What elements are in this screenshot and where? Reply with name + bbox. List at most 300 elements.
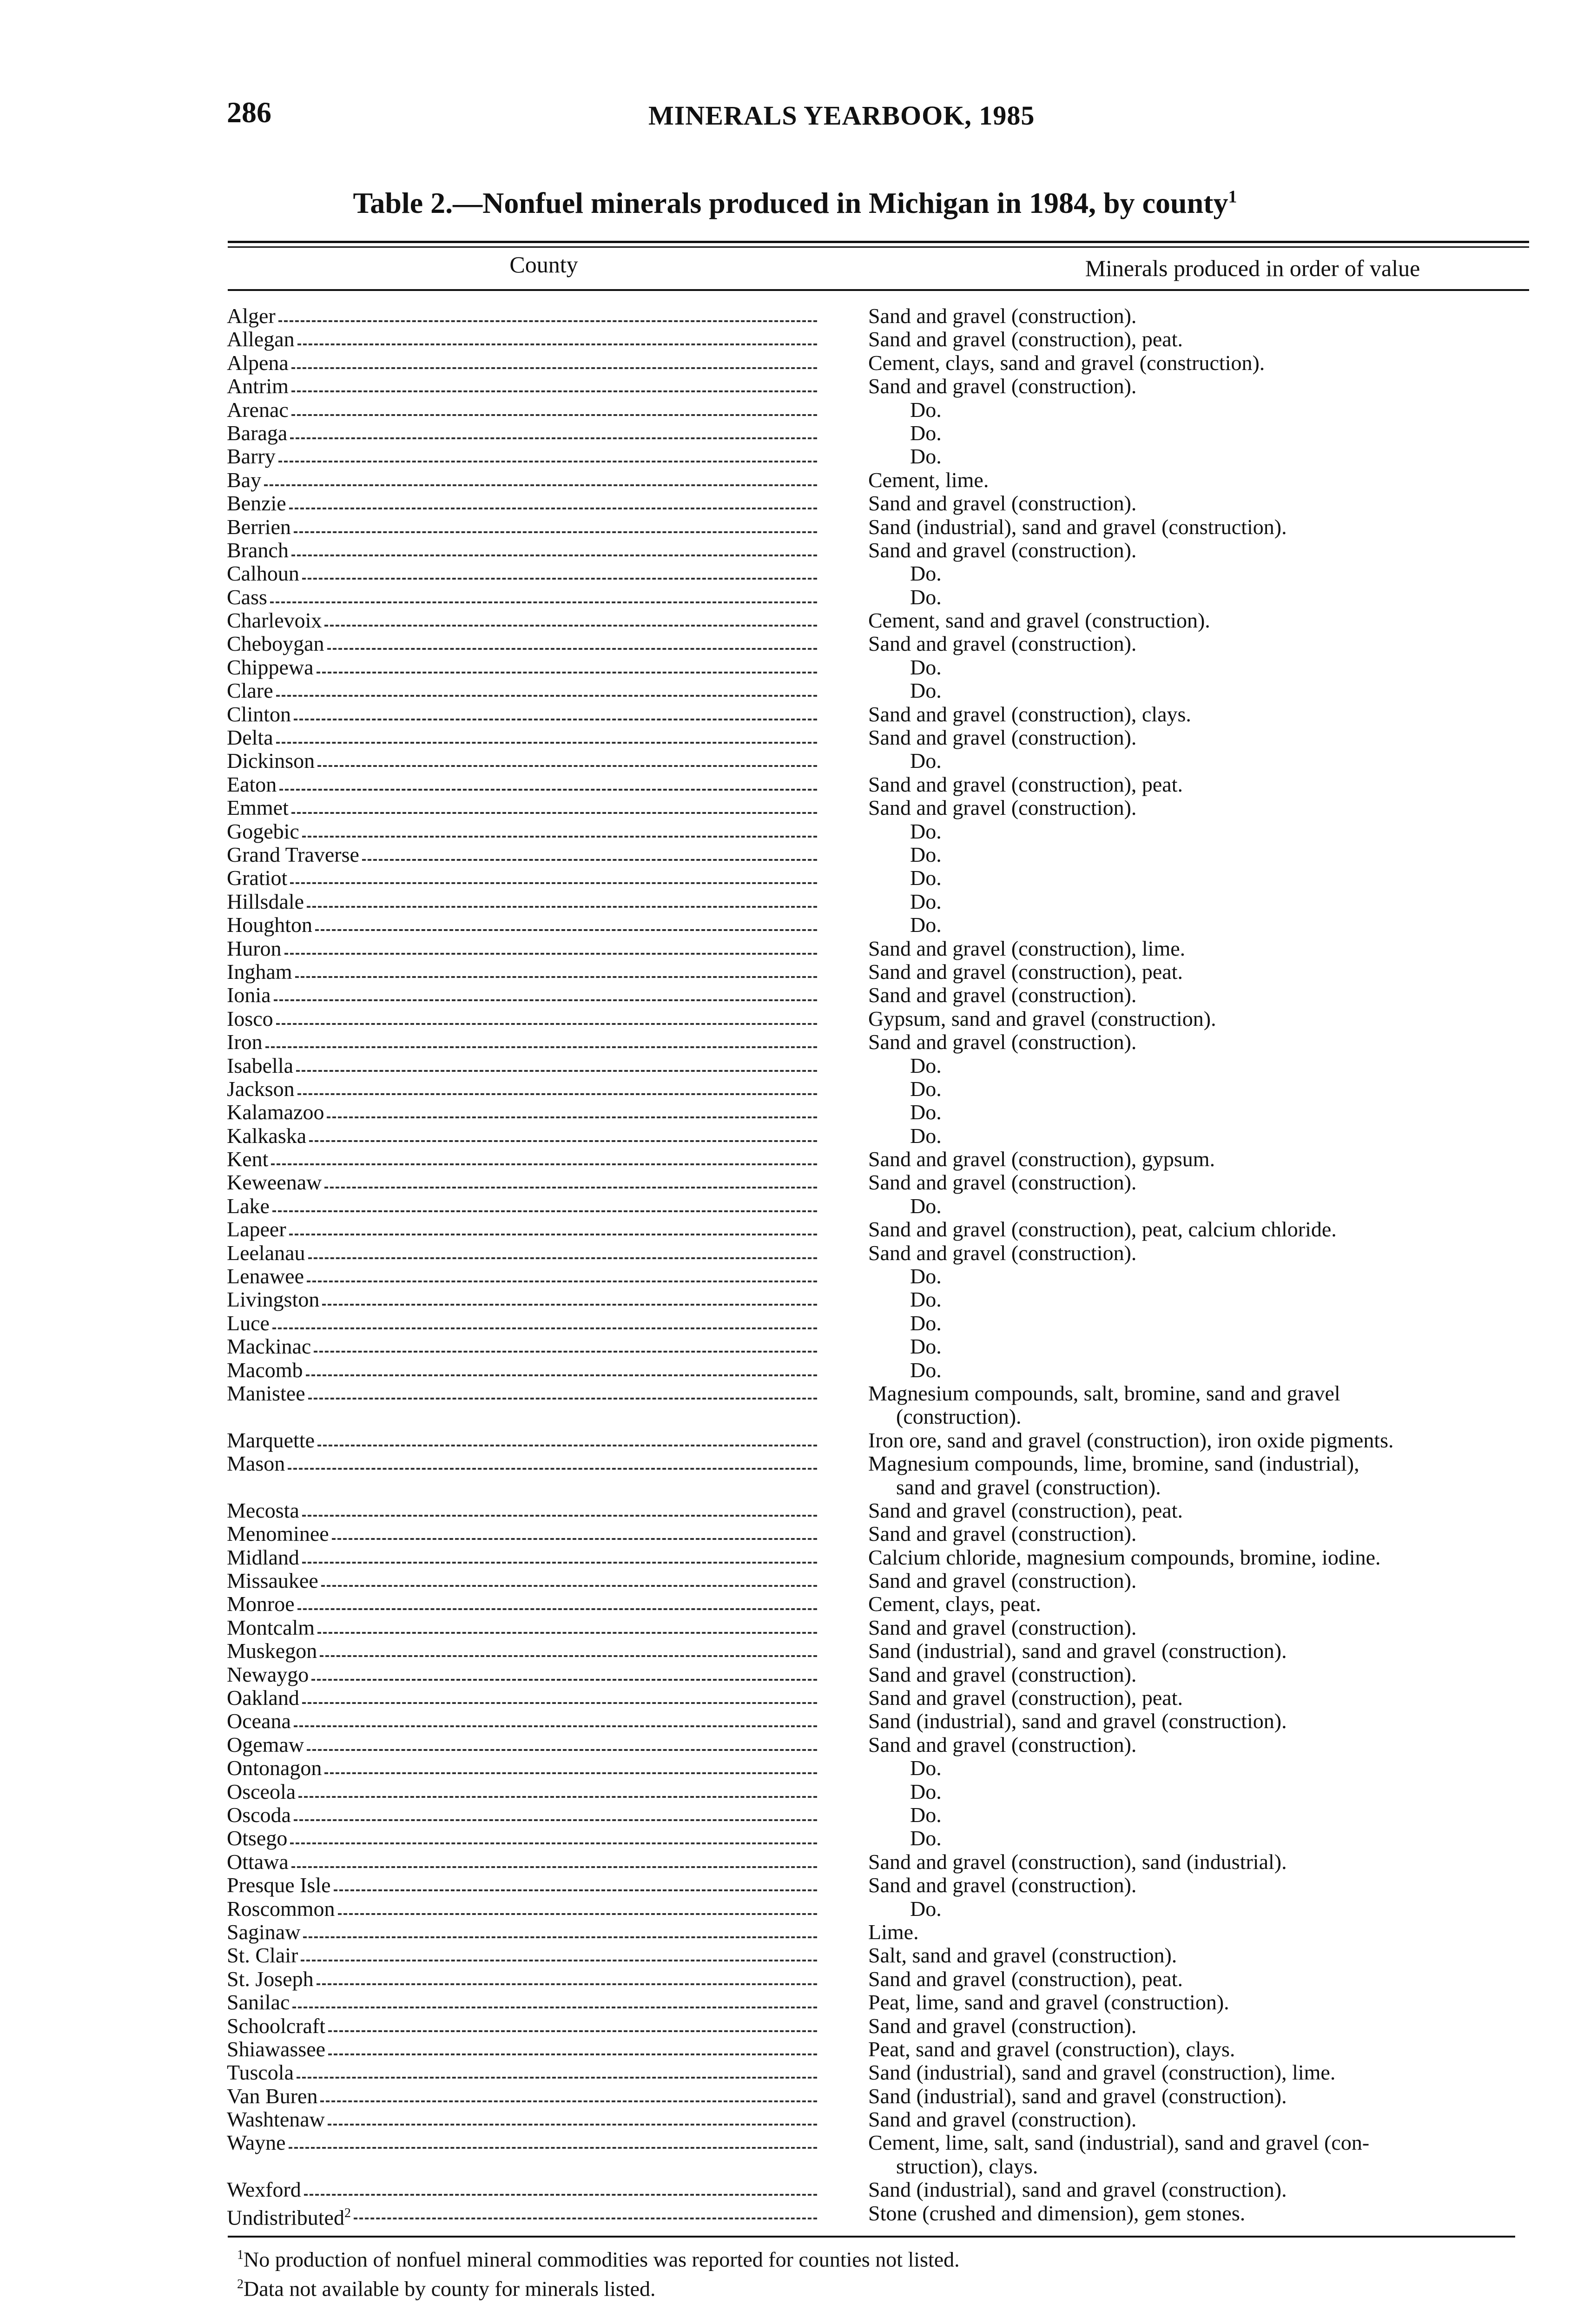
- table-row: [227, 913, 1551, 937]
- county-name: [227, 2014, 325, 2038]
- county-cell: [227, 2108, 817, 2131]
- county-cell: [227, 749, 817, 772]
- county-name: [227, 2202, 351, 2230]
- county-name-text: Allegan: [227, 328, 295, 351]
- minerals-cell: Do.: [910, 866, 942, 890]
- county-name-text: Branch: [227, 538, 289, 562]
- county-name-text: Lapeer: [227, 1218, 286, 1241]
- county-name-text: Houghton: [227, 913, 312, 937]
- table-row: [227, 1124, 1551, 1148]
- county-name: [227, 1007, 273, 1030]
- county-name: [227, 1429, 315, 1452]
- county-name-text: St. Joseph: [227, 1967, 314, 1991]
- county-cell: [227, 1195, 817, 1218]
- table-row: [227, 398, 1551, 422]
- dot-leader: [276, 742, 817, 744]
- minerals-cell: Do.: [910, 1311, 942, 1335]
- table-row: [227, 749, 1551, 772]
- dot-leader: [291, 1866, 817, 1868]
- county-cell: [227, 1101, 817, 1124]
- dot-leader: [321, 1585, 817, 1587]
- dot-leader: [301, 1960, 817, 1961]
- minerals-cell: Sand and gravel (construction).: [868, 1615, 1137, 1639]
- dot-leader: [328, 2124, 817, 2126]
- minerals-cell: Do.: [910, 421, 942, 445]
- county-name-text: Midland: [227, 1545, 299, 1569]
- minerals-cell: Sand and gravel (construction), peat.: [868, 1498, 1183, 1522]
- footnote-mark: 1: [237, 2248, 244, 2262]
- county-name-text: Wexford: [227, 2178, 301, 2202]
- county-name-text: Hillsdale: [227, 890, 304, 913]
- county-name: [227, 1616, 315, 1639]
- dot-leader: [317, 1632, 817, 1634]
- table-row: [227, 2085, 1551, 2108]
- county-cell: [227, 1897, 817, 1921]
- county-cell: [227, 703, 817, 726]
- county-cell: [227, 773, 817, 796]
- minerals-cell: Sand and gravel (construction).: [868, 538, 1137, 562]
- minerals-cell: Cement, lime.: [868, 468, 989, 492]
- county-cell: [227, 1452, 817, 1475]
- table-row: [227, 2201, 1551, 2229]
- county-cell: [227, 1991, 817, 2014]
- table-row: [227, 375, 1551, 398]
- county-name: [227, 1897, 335, 1921]
- county-name-text: Alpena: [227, 351, 289, 375]
- county-name: [227, 1218, 286, 1241]
- dot-leader: [354, 2218, 817, 2219]
- county-cell: [227, 1359, 817, 1382]
- dot-leader: [297, 343, 817, 345]
- minerals-cell: Sand (industrial), sand and gravel (construction).: [868, 1709, 1287, 1733]
- county-cell: [227, 1124, 817, 1148]
- county-cell: [227, 1616, 817, 1639]
- county-name-text: Shiawassee: [227, 2037, 326, 2061]
- table-row: [227, 1569, 1551, 1592]
- county-cell: [227, 2085, 817, 2108]
- minerals-cell: Sand and gravel (construction), peat, calcium chloride.: [868, 1217, 1337, 1241]
- table-row: [227, 1944, 1551, 1967]
- county-name: [227, 960, 292, 984]
- dot-leader: [276, 1023, 817, 1025]
- table-row: [227, 2131, 1551, 2154]
- dot-leader: [302, 578, 817, 580]
- table-row: [227, 2155, 1551, 2178]
- table-row: [227, 632, 1551, 655]
- county-name: [227, 1686, 299, 1710]
- table-row: [227, 796, 1551, 819]
- county-cell: [227, 1429, 817, 1452]
- minerals-cell: Sand and gravel (construction), peat.: [868, 1967, 1183, 1991]
- minerals-cell: Sand and gravel (construction), gypsum.: [868, 1147, 1215, 1171]
- minerals-cell: Sand and gravel (construction).: [868, 1030, 1137, 1054]
- county-cell: [227, 1054, 817, 1077]
- dot-leader: [288, 1468, 817, 1470]
- dot-leader: [327, 1116, 817, 1118]
- table-row: [227, 1312, 1551, 1335]
- county-name: [227, 749, 315, 772]
- county-name: [227, 609, 322, 632]
- county-cell: [227, 679, 817, 702]
- dot-leader: [317, 1983, 817, 1985]
- table-row: [227, 1850, 1551, 1874]
- county-name: [227, 1592, 295, 1616]
- county-cell: [227, 1874, 817, 1897]
- table-row: [227, 866, 1551, 890]
- table-row: [227, 1101, 1551, 1124]
- table-row: [227, 1710, 1551, 1733]
- county-name: [227, 2038, 325, 2061]
- county-name-text: Leelanau: [227, 1241, 305, 1265]
- county-cell: [227, 1663, 817, 1686]
- dot-leader: [311, 1679, 817, 1681]
- county-name-text: Charlevoix: [227, 609, 322, 633]
- county-name-text: Ingham: [227, 960, 292, 984]
- county-name: [227, 703, 291, 726]
- county-name-text: Presque Isle: [227, 1874, 331, 1897]
- minerals-cell: Do.: [910, 1803, 942, 1827]
- county-name-text: Newaygo: [227, 1663, 309, 1686]
- county-name: [227, 820, 299, 843]
- dot-leader: [302, 836, 817, 838]
- minerals-cell: Sand and gravel (construction), peat.: [868, 959, 1183, 984]
- county-name: [227, 1803, 291, 1827]
- county-cell: [227, 2038, 817, 2061]
- minerals-cell: Do.: [910, 889, 942, 913]
- county-name-text: Clinton: [227, 702, 291, 726]
- minerals-cell: Cement, lime, salt, sand (industrial), sand and gravel (con-: [868, 2131, 1370, 2155]
- minerals-cell: Salt, sand and gravel (construction).: [868, 1943, 1177, 1967]
- footnote-mark: 2: [237, 2277, 244, 2292]
- county-name-text: Muskegon: [227, 1639, 317, 1663]
- county-cell: [227, 890, 817, 913]
- table-row: [227, 1546, 1551, 1569]
- table-title-footnote-mark: 1: [1228, 187, 1237, 207]
- footnote-1: [237, 2243, 960, 2272]
- table-row: [227, 1686, 1551, 1710]
- county-name: [227, 1265, 304, 1288]
- dot-leader: [296, 1070, 817, 1072]
- county-name-text: Kent: [227, 1148, 269, 1171]
- county-name-text: Kalamazoo: [227, 1101, 324, 1124]
- minerals-cell: (construction).: [896, 1405, 1022, 1429]
- county-name-text: Osceola: [227, 1780, 296, 1803]
- dot-leader: [338, 1913, 817, 1915]
- county-name-text: Mackinac: [227, 1335, 311, 1359]
- county-name-text: Otsego: [227, 1827, 288, 1850]
- county-name: [227, 1546, 299, 1569]
- county-name: [227, 1101, 324, 1124]
- table-title-text: Table 2.—Nonfuel minerals produced in Michigan in 1984, by county: [353, 186, 1228, 219]
- minerals-cell: Iron ore, sand and gravel (construction), iron oxide pigments.: [868, 1428, 1394, 1452]
- county-name: [227, 1499, 299, 1522]
- county-name: [227, 304, 276, 328]
- county-cell: [227, 1148, 817, 1171]
- minerals-cell: Do.: [910, 749, 942, 773]
- footnote-text: Data not available by county for minerals listed.: [244, 2277, 656, 2301]
- dot-leader: [328, 2030, 817, 2032]
- county-cell: [227, 586, 817, 609]
- dot-leader: [317, 672, 817, 673]
- county-cell: [227, 984, 817, 1007]
- county-name: [227, 913, 312, 937]
- dot-leader: [291, 555, 817, 556]
- dot-leader: [334, 1889, 817, 1891]
- county-name: [227, 1756, 322, 1780]
- county-name: [227, 422, 287, 445]
- county-name: [227, 796, 289, 819]
- county-cell: [227, 866, 817, 890]
- dot-leader: [324, 1187, 817, 1188]
- minerals-cell: Sand and gravel (construction).: [868, 796, 1137, 820]
- dot-leader: [315, 929, 817, 931]
- county-cell: [227, 2178, 817, 2201]
- county-name: [227, 1639, 317, 1663]
- county-cell: [227, 445, 817, 468]
- county-name-text: Mecosta: [227, 1499, 299, 1522]
- dot-leader: [308, 1398, 817, 1400]
- county-name: [227, 1288, 319, 1311]
- dot-leader: [302, 1702, 817, 1704]
- county-name: [227, 773, 277, 796]
- county-cell: [227, 398, 817, 422]
- table-row: [227, 1171, 1551, 1194]
- county-cell: [227, 656, 817, 679]
- minerals-cell: Cement, clays, sand and gravel (construction).: [868, 350, 1265, 375]
- table-top-rule: [228, 241, 1529, 243]
- minerals-cell: Calcium chloride, magnesium compounds, bromine, iodine.: [868, 1545, 1381, 1569]
- county-footnote-mark: 2: [344, 2205, 351, 2220]
- minerals-cell: Do.: [910, 1826, 942, 1850]
- county-name-text: Eaton: [227, 772, 277, 796]
- county-name: [227, 1967, 314, 1991]
- county-name: [227, 1733, 304, 1756]
- minerals-cell: Sand and gravel (construction).: [868, 2014, 1137, 2038]
- county-name-text: Arenac: [227, 398, 289, 422]
- minerals-cell: Sand and gravel (construction), lime.: [868, 936, 1186, 960]
- county-name-text: Ogemaw: [227, 1733, 304, 1756]
- county-cell: [227, 1710, 817, 1733]
- table-row: [227, 1030, 1551, 1054]
- county-name-text: Clare: [227, 679, 273, 703]
- minerals-cell: Sand and gravel (construction).: [868, 2107, 1137, 2132]
- county-name: [227, 445, 276, 468]
- minerals-cell: Sand and gravel (construction), peat.: [868, 327, 1183, 351]
- county-name: [227, 1077, 295, 1101]
- county-name: [227, 1944, 298, 1967]
- dot-leader: [307, 906, 817, 908]
- table-row: [227, 422, 1551, 445]
- table-row: [227, 1756, 1551, 1780]
- county-name-text: Macomb: [227, 1358, 303, 1382]
- county-name-text: Emmet: [227, 796, 289, 820]
- table-row: [227, 1382, 1551, 1405]
- county-name: [227, 984, 271, 1007]
- table-row: [227, 1429, 1551, 1452]
- minerals-cell: Sand (industrial), sand and gravel (construction).: [868, 2084, 1287, 2108]
- county-name-text: Ottawa: [227, 1850, 289, 1874]
- county-cell: [227, 1639, 817, 1663]
- minerals-cell: Peat, lime, sand and gravel (construction).: [868, 1990, 1229, 2014]
- county-name: [227, 1382, 305, 1405]
- table-row: [227, 2108, 1551, 2131]
- table-row: [227, 1592, 1551, 1616]
- minerals-cell: Do.: [910, 679, 942, 703]
- county-name-text: Calhoun: [227, 562, 299, 586]
- dot-leader: [284, 953, 817, 955]
- county-name-text: Gogebic: [227, 819, 299, 843]
- table-body: [227, 304, 1551, 2229]
- county-name-text: Huron: [227, 937, 282, 960]
- county-name-text: Benzie: [227, 492, 286, 515]
- county-cell: [227, 609, 817, 632]
- table-row: [227, 937, 1551, 960]
- county-cell: [227, 1171, 817, 1194]
- county-cell: [227, 2014, 817, 2038]
- county-name-text: Van Buren: [227, 2084, 318, 2108]
- county-name-text: Lake: [227, 1194, 270, 1218]
- dot-leader: [362, 859, 817, 861]
- minerals-cell: Sand and gravel (construction).: [868, 1569, 1137, 1593]
- county-name: [227, 679, 273, 702]
- dot-leader: [303, 1936, 817, 1938]
- county-name-text: Ionia: [227, 984, 271, 1007]
- minerals-cell: Do.: [910, 397, 942, 422]
- minerals-cell: Sand (industrial), sand and gravel (construction).: [868, 2178, 1287, 2202]
- table-row: [227, 2061, 1551, 2084]
- county-cell: [227, 1569, 817, 1592]
- dot-leader: [297, 2077, 817, 2079]
- county-name-text: Keweenaw: [227, 1171, 322, 1195]
- county-name: [227, 1335, 311, 1358]
- dot-leader: [264, 484, 817, 486]
- table-row: [227, 469, 1551, 492]
- running-head: MINERALS YEARBOOK, 1985: [648, 100, 1035, 131]
- table-row: [227, 1452, 1551, 1475]
- dot-leader: [327, 648, 817, 650]
- dot-leader: [294, 719, 817, 720]
- county-cell: [227, 1077, 817, 1101]
- table-row: [227, 1288, 1551, 1311]
- county-cell: [227, 492, 817, 515]
- dot-leader: [320, 1655, 817, 1657]
- table-row: [227, 1359, 1551, 1382]
- county-cell: [227, 2131, 817, 2154]
- dot-leader: [291, 367, 817, 369]
- dot-leader: [294, 531, 817, 533]
- table-row: [227, 984, 1551, 1007]
- county-cell: [227, 2202, 817, 2230]
- county-name: [227, 1850, 289, 1874]
- minerals-cell: Sand and gravel (construction), sand (industrial).: [868, 1849, 1287, 1874]
- minerals-cell: Cement, clays, peat.: [868, 1592, 1041, 1616]
- county-name: [227, 515, 291, 539]
- county-name: [227, 1710, 291, 1733]
- county-cell: [227, 1007, 817, 1030]
- county-name-text: Delta: [227, 726, 273, 750]
- dot-leader: [290, 1842, 817, 1844]
- county-name-text: Wayne: [227, 2131, 286, 2155]
- county-name-text: Montcalm: [227, 1616, 315, 1639]
- table-row: [227, 1780, 1551, 1803]
- county-cell: [227, 1382, 817, 1405]
- minerals-cell: Do.: [910, 1334, 942, 1359]
- county-cell: [227, 1288, 817, 1311]
- county-name-text: Ontonagon: [227, 1756, 322, 1780]
- county-name-text: Menominee: [227, 1522, 329, 1546]
- table-row: [227, 1241, 1551, 1265]
- table-row: [227, 2178, 1551, 2201]
- county-cell: [227, 1218, 817, 1241]
- county-cell: [227, 1850, 817, 1874]
- minerals-cell: Do.: [910, 1076, 942, 1101]
- table-row: [227, 1803, 1551, 1827]
- minerals-cell: Do.: [910, 819, 942, 843]
- county-name-text: Manistee: [227, 1381, 305, 1405]
- minerals-cell: Sand and gravel (construction).: [868, 1873, 1137, 1897]
- table-row: [227, 2038, 1551, 2061]
- county-name: [227, 2131, 286, 2154]
- dot-leader: [291, 390, 817, 392]
- minerals-cell: Sand and gravel (construction), peat.: [868, 1686, 1183, 1710]
- county-name: [227, 1991, 290, 2014]
- county-name: [227, 1241, 305, 1265]
- dot-leader: [265, 1046, 817, 1048]
- dot-leader: [320, 2100, 817, 2102]
- county-cell: [227, 937, 817, 960]
- minerals-cell: Sand and gravel (construction).: [868, 726, 1137, 750]
- table-row: [227, 1991, 1551, 2014]
- table-row: [227, 445, 1551, 468]
- county-name-text: Alger: [227, 304, 276, 328]
- county-name: [227, 726, 273, 749]
- dot-leader: [317, 1445, 817, 1446]
- county-name-text: Marquette: [227, 1428, 315, 1452]
- footnote-2: [237, 2272, 960, 2301]
- dot-leader: [297, 1608, 817, 1610]
- county-cell: [227, 539, 817, 562]
- county-name-text: Dickinson: [227, 749, 315, 773]
- table-row: [227, 1967, 1551, 1991]
- minerals-cell: Sand and gravel (construction).: [868, 983, 1137, 1007]
- table-row: [227, 1077, 1551, 1101]
- county-name: [227, 492, 286, 515]
- county-name: [227, 1522, 329, 1545]
- table-row: [227, 1476, 1551, 1499]
- table-header-rule: [228, 289, 1529, 291]
- county-name: [227, 1124, 306, 1148]
- county-name-text: Washtenaw: [227, 2108, 325, 2132]
- county-name-text: Cheboygan: [227, 632, 324, 656]
- minerals-cell: Do.: [910, 585, 942, 609]
- minerals-cell: Sand and gravel (construction).: [868, 1522, 1137, 1546]
- table-bottom-rule: [228, 2236, 1515, 2238]
- county-cell: [227, 1312, 817, 1335]
- table-row: [227, 1522, 1551, 1545]
- county-cell: [227, 913, 817, 937]
- county-name-text: Oscoda: [227, 1803, 291, 1827]
- dot-leader: [302, 1515, 817, 1517]
- county-name-text: Monroe: [227, 1592, 295, 1616]
- county-name-text: Oakland: [227, 1686, 299, 1710]
- minerals-cell: Do.: [910, 1358, 942, 1382]
- footnote-text: No production of nonfuel mineral commodities was reported for counties not listed.: [244, 2247, 960, 2271]
- county-cell: [227, 1030, 817, 1054]
- county-cell: [227, 1944, 817, 1967]
- county-name-text: Iosco: [227, 1007, 273, 1030]
- county-name: [227, 539, 289, 562]
- table-row: [227, 1874, 1551, 1897]
